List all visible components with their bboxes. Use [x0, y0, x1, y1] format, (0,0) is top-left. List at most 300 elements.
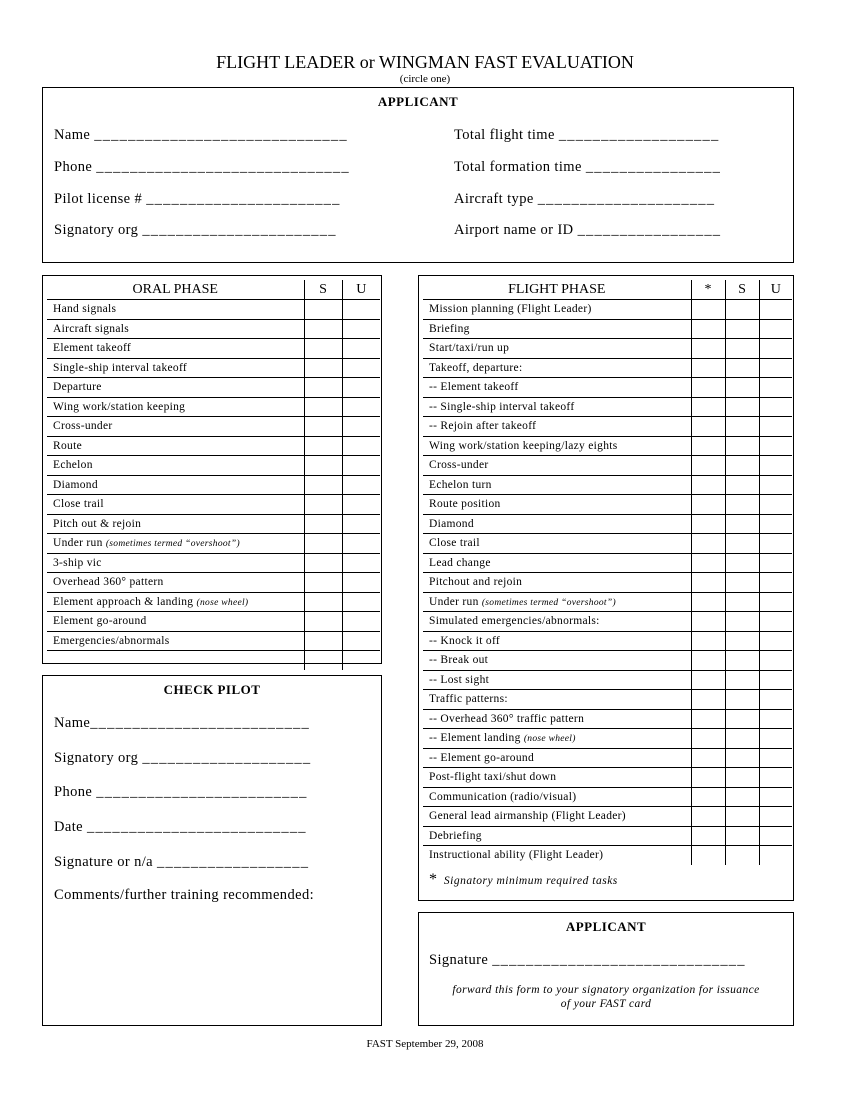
oral-check-cell[interactable] — [304, 436, 342, 456]
flight-task-label — [423, 651, 691, 671]
flight-task-label — [423, 534, 691, 554]
forwarding-note-line-1: forward this form to your signatory organization for issuance — [452, 984, 760, 996]
unsatisfactory-header: U — [759, 280, 792, 300]
task-note: (nose wheel) — [523, 734, 576, 745]
flight-task-label — [423, 300, 691, 320]
applicant-total-formation-time-field[interactable] — [454, 159, 721, 176]
task-text: Element go-around — [53, 615, 147, 628]
oral-task-label — [47, 397, 304, 417]
field-label: Airport name or ID — [454, 222, 574, 238]
field-label: Pilot license # — [54, 191, 143, 207]
flight-row — [423, 787, 792, 807]
flight-check-cell[interactable] — [759, 475, 792, 495]
oral-check-cell[interactable] — [342, 534, 380, 554]
flight-check-cell[interactable] — [759, 651, 792, 671]
oral-phase-section — [42, 275, 382, 664]
flight-check-cell[interactable] — [759, 417, 792, 437]
oral-task-label — [47, 534, 304, 554]
flight-task-label — [423, 670, 691, 690]
task-text: -- Single-ship interval takeoff — [429, 400, 575, 413]
oral-check-cell[interactable] — [304, 319, 342, 339]
oral-task-label — [47, 495, 304, 515]
oral-check-cell[interactable] — [304, 514, 342, 534]
flight-check-cell[interactable] — [725, 709, 759, 729]
flight-check-cell[interactable] — [759, 358, 792, 378]
flight-row — [423, 475, 792, 495]
flight-check-cell[interactable] — [725, 690, 759, 710]
flight-row — [423, 573, 792, 593]
flight-check-cell[interactable] — [691, 612, 725, 632]
oral-check-cell[interactable] — [304, 534, 342, 554]
task-text: 3-ship vic — [53, 556, 102, 569]
oral-check-cell[interactable] — [342, 339, 380, 359]
flight-check-cell[interactable] — [725, 592, 759, 612]
task-text: Wing work/station keeping — [53, 400, 186, 413]
field-blank: ______________________________ — [96, 159, 350, 175]
task-text: Debriefing — [429, 829, 482, 842]
applicant-heading: APPLICANT — [377, 94, 459, 109]
oral-row — [47, 495, 380, 515]
flight-row — [423, 358, 792, 378]
task-text: Diamond — [429, 517, 474, 530]
check-pilot-phone-field[interactable] — [54, 784, 308, 801]
flight-check-cell[interactable] — [691, 826, 725, 846]
flight-check-cell[interactable] — [759, 378, 792, 398]
flight-task-label — [423, 631, 691, 651]
oral-check-cell[interactable] — [342, 300, 380, 320]
flight-task-label — [423, 553, 691, 573]
oral-task-label — [47, 573, 304, 593]
flight-row — [423, 768, 792, 788]
oral-check-cell[interactable] — [304, 417, 342, 437]
flight-check-cell[interactable] — [725, 397, 759, 417]
check-pilot-section — [42, 675, 382, 1026]
applicant-signatory-org-field[interactable] — [54, 222, 337, 239]
flight-row — [423, 417, 792, 437]
flight-task-label — [423, 514, 691, 534]
flight-check-cell[interactable] — [725, 748, 759, 768]
oral-check-cell[interactable] — [304, 456, 342, 476]
task-note: (sometimes termed “overshoot”) — [105, 539, 240, 550]
field-blank: _______________________ — [146, 191, 341, 207]
flight-check-cell[interactable] — [691, 358, 725, 378]
oral-check-cell[interactable] — [342, 397, 380, 417]
field-blank: _____________________ — [537, 191, 716, 207]
task-text: Close trail — [53, 498, 104, 511]
flight-check-cell[interactable] — [759, 456, 792, 476]
flight-row — [423, 397, 792, 417]
flight-check-cell[interactable] — [725, 651, 759, 671]
flight-phase-header: FLIGHT PHASE — [423, 280, 691, 300]
field-blank: _________________________ — [96, 784, 308, 800]
task-text: -- Lost sight — [429, 673, 490, 686]
flight-task-label — [423, 807, 691, 827]
oral-task-label — [47, 651, 304, 670]
flight-check-cell[interactable] — [725, 378, 759, 398]
oral-row — [47, 651, 380, 670]
oral-check-cell[interactable] — [304, 573, 342, 593]
flight-check-cell[interactable] — [759, 709, 792, 729]
field-label: Signatory org — [54, 750, 139, 766]
field-blank: __________________ — [157, 854, 310, 870]
applicant-signature-heading: APPLICANT — [565, 919, 647, 934]
oral-check-cell[interactable] — [342, 495, 380, 515]
oral-check-cell[interactable] — [342, 417, 380, 437]
flight-task-label — [423, 358, 691, 378]
flight-task-label — [423, 748, 691, 768]
asterisk-mark: * — [429, 871, 437, 888]
oral-check-cell[interactable] — [342, 436, 380, 456]
flight-check-cell[interactable] — [725, 612, 759, 632]
flight-phase-table — [423, 280, 792, 865]
applicant-name-field[interactable] — [54, 127, 348, 144]
flight-check-cell[interactable] — [725, 495, 759, 515]
flight-task-label — [423, 475, 691, 495]
flight-row — [423, 436, 792, 456]
flight-check-cell[interactable] — [759, 768, 792, 788]
task-text: Under run — [429, 595, 479, 608]
flight-check-cell[interactable] — [691, 748, 725, 768]
flight-row — [423, 846, 792, 865]
flight-row — [423, 319, 792, 339]
flight-check-cell[interactable] — [725, 787, 759, 807]
task-text: Wing work/station keeping/lazy eights — [429, 439, 618, 452]
oral-task-label — [47, 358, 304, 378]
applicant-total-flight-time-field[interactable] — [454, 127, 719, 144]
oral-row — [47, 417, 380, 437]
oral-phase-table — [47, 280, 380, 670]
flight-check-cell[interactable] — [759, 495, 792, 515]
flight-task-label — [423, 319, 691, 339]
field-blank: _______________________ — [142, 222, 337, 238]
flight-check-cell[interactable] — [725, 456, 759, 476]
oral-row — [47, 358, 380, 378]
task-note: (sometimes termed “overshoot”) — [481, 597, 616, 608]
task-text: General lead airmanship (Flight Leader) — [429, 810, 626, 823]
applicant-aircraft-type-field[interactable] — [454, 191, 715, 208]
check-pilot-signatory-org-field[interactable] — [54, 750, 311, 767]
oral-task-label — [47, 300, 304, 320]
oral-check-cell[interactable] — [342, 358, 380, 378]
flight-check-cell[interactable] — [725, 670, 759, 690]
flight-task-label — [423, 592, 691, 612]
flight-row — [423, 729, 792, 749]
flight-check-cell[interactable] — [759, 339, 792, 359]
required-header: * — [691, 280, 725, 300]
task-text: Communication (radio/visual) — [429, 790, 577, 803]
flight-task-label — [423, 690, 691, 710]
oral-check-cell[interactable] — [342, 631, 380, 651]
task-text: Departure — [53, 381, 102, 394]
oral-task-label — [47, 339, 304, 359]
field-label: Signatory org — [54, 222, 139, 238]
footnote-text: Signatory minimum required tasks — [443, 875, 618, 887]
flight-check-cell[interactable] — [691, 417, 725, 437]
check-pilot-date-field[interactable] — [54, 819, 307, 836]
flight-check-cell[interactable] — [691, 573, 725, 593]
flight-row — [423, 495, 792, 515]
oral-check-cell[interactable] — [304, 358, 342, 378]
check-pilot-signature-field[interactable] — [54, 854, 309, 871]
comments-area[interactable] — [51, 908, 371, 1018]
oral-row — [47, 534, 380, 554]
flight-check-cell[interactable] — [691, 514, 725, 534]
flight-check-cell[interactable] — [691, 846, 725, 865]
field-label: Signature or n/a — [54, 854, 154, 870]
task-text: Cross-under — [429, 459, 489, 472]
oral-task-label — [47, 631, 304, 651]
oral-check-cell[interactable] — [304, 339, 342, 359]
flight-check-cell[interactable] — [759, 573, 792, 593]
flight-check-cell[interactable] — [759, 553, 792, 573]
field-label: Total formation time — [454, 159, 582, 175]
flight-check-cell[interactable] — [725, 339, 759, 359]
flight-row — [423, 534, 792, 554]
oral-check-cell[interactable] — [304, 397, 342, 417]
flight-check-cell[interactable] — [725, 514, 759, 534]
oral-check-cell[interactable] — [304, 475, 342, 495]
check-pilot-name-field[interactable] — [54, 715, 310, 732]
flight-check-cell[interactable] — [691, 339, 725, 359]
flight-check-cell[interactable] — [759, 397, 792, 417]
task-text: Pitch out & rejoin — [53, 517, 142, 530]
flight-check-cell[interactable] — [725, 300, 759, 320]
flight-check-cell[interactable] — [759, 670, 792, 690]
oral-check-cell[interactable] — [342, 651, 380, 670]
applicant-signature-field[interactable] — [429, 952, 746, 969]
oral-task-label — [47, 417, 304, 437]
oral-check-cell[interactable] — [304, 612, 342, 632]
task-text: -- Break out — [429, 654, 489, 667]
applicant-phone-field[interactable] — [54, 159, 350, 176]
field-blank: __________________________ — [87, 819, 307, 835]
task-text: Lead change — [429, 556, 491, 569]
flight-check-cell[interactable] — [691, 768, 725, 788]
flight-check-cell[interactable] — [759, 592, 792, 612]
oral-check-cell[interactable] — [342, 514, 380, 534]
oral-row — [47, 592, 380, 612]
unsatisfactory-header: U — [342, 280, 380, 300]
flight-check-cell[interactable] — [725, 436, 759, 456]
applicant-pilot-license-field[interactable] — [54, 191, 341, 208]
flight-check-cell[interactable] — [691, 495, 725, 515]
flight-check-cell[interactable] — [691, 592, 725, 612]
task-text: -- Element takeoff — [429, 381, 519, 394]
flight-check-cell[interactable] — [725, 826, 759, 846]
form-title: FLIGHT LEADER or WINGMAN FAST EVALUATION — [216, 52, 634, 72]
flight-check-cell[interactable] — [691, 319, 725, 339]
flight-check-cell[interactable] — [759, 807, 792, 827]
oral-task-label — [47, 475, 304, 495]
flight-check-cell[interactable] — [691, 690, 725, 710]
flight-phase-section — [418, 275, 794, 901]
flight-check-cell[interactable] — [759, 436, 792, 456]
task-text: Echelon — [53, 459, 93, 472]
flight-check-cell[interactable] — [759, 846, 792, 865]
field-blank: ______________________________ — [492, 952, 746, 968]
oral-check-cell[interactable] — [342, 456, 380, 476]
oral-task-label — [47, 378, 304, 398]
flight-check-cell[interactable] — [691, 397, 725, 417]
field-blank: ____________________ — [142, 750, 312, 766]
oral-check-cell[interactable] — [304, 651, 342, 670]
flight-check-cell[interactable] — [725, 768, 759, 788]
oral-row — [47, 553, 380, 573]
oral-task-label — [47, 456, 304, 476]
task-text: -- Knock it off — [429, 634, 501, 647]
oral-row — [47, 339, 380, 359]
flight-check-cell[interactable] — [759, 826, 792, 846]
flight-check-cell[interactable] — [725, 573, 759, 593]
field-blank: ______________________________ — [94, 127, 348, 143]
flight-check-cell[interactable] — [759, 787, 792, 807]
flight-check-cell[interactable] — [691, 807, 725, 827]
flight-row — [423, 826, 792, 846]
oral-check-cell[interactable] — [304, 300, 342, 320]
flight-row — [423, 807, 792, 827]
flight-check-cell[interactable] — [691, 729, 725, 749]
flight-check-cell[interactable] — [759, 690, 792, 710]
field-label: Name — [54, 715, 91, 731]
form-subtitle: (circle one) — [399, 73, 451, 85]
applicant-airport-field[interactable] — [454, 222, 721, 239]
field-label: Phone — [54, 784, 93, 800]
oral-check-cell[interactable] — [304, 592, 342, 612]
form-footer: FAST September 29, 2008 — [366, 1038, 484, 1050]
task-text: Under run — [53, 537, 103, 550]
oral-phase-header: ORAL PHASE — [47, 280, 304, 300]
flight-check-cell[interactable] — [725, 358, 759, 378]
field-label: Name — [54, 127, 91, 143]
flight-check-cell[interactable] — [759, 748, 792, 768]
field-blank: _________________ — [577, 222, 722, 238]
task-text: Close trail — [429, 537, 480, 550]
oral-check-cell[interactable] — [304, 553, 342, 573]
flight-check-cell[interactable] — [759, 319, 792, 339]
field-label: Date — [54, 819, 83, 835]
flight-check-cell[interactable] — [691, 300, 725, 320]
flight-task-label — [423, 612, 691, 632]
flight-check-cell[interactable] — [725, 631, 759, 651]
oral-row — [47, 378, 380, 398]
task-text: -- Overhead 360° traffic pattern — [429, 712, 585, 725]
field-label: Phone — [54, 159, 93, 175]
applicant-signature-section — [418, 912, 794, 1026]
flight-check-cell[interactable] — [691, 787, 725, 807]
flight-check-cell[interactable] — [759, 631, 792, 651]
flight-check-cell[interactable] — [759, 300, 792, 320]
flight-check-cell[interactable] — [759, 514, 792, 534]
satisfactory-header: S — [304, 280, 342, 300]
flight-task-label — [423, 729, 691, 749]
flight-check-cell[interactable] — [691, 436, 725, 456]
flight-task-label — [423, 339, 691, 359]
task-text: Diamond — [53, 478, 98, 491]
flight-task-label — [423, 768, 691, 788]
oral-check-cell[interactable] — [342, 592, 380, 612]
flight-check-cell[interactable] — [725, 729, 759, 749]
oral-check-cell[interactable] — [342, 378, 380, 398]
flight-check-cell[interactable] — [691, 378, 725, 398]
flight-check-cell[interactable] — [725, 475, 759, 495]
field-blank: __________________________ — [90, 715, 310, 731]
oral-task-label — [47, 436, 304, 456]
oral-check-cell[interactable] — [342, 573, 380, 593]
task-text: Echelon turn — [429, 478, 492, 491]
oral-check-cell[interactable] — [342, 612, 380, 632]
flight-task-label — [423, 417, 691, 437]
flight-check-cell[interactable] — [725, 553, 759, 573]
flight-row — [423, 748, 792, 768]
flight-check-cell[interactable] — [759, 729, 792, 749]
applicant-section — [42, 87, 794, 263]
oral-check-cell[interactable] — [342, 475, 380, 495]
flight-check-cell[interactable] — [725, 319, 759, 339]
field-blank: ________________ — [585, 159, 722, 175]
oral-task-label — [47, 514, 304, 534]
oral-row — [47, 612, 380, 632]
check-pilot-comments-label: Comments/further training recommended: — [54, 887, 315, 903]
oral-check-cell[interactable] — [304, 378, 342, 398]
flight-phase-footnote — [429, 871, 618, 889]
oral-task-label — [47, 612, 304, 632]
flight-check-cell[interactable] — [691, 456, 725, 476]
flight-row — [423, 339, 792, 359]
satisfactory-header: S — [725, 280, 759, 300]
check-pilot-heading: CHECK PILOT — [163, 682, 261, 697]
flight-row — [423, 631, 792, 651]
flight-row — [423, 651, 792, 671]
flight-task-label — [423, 436, 691, 456]
oral-check-cell[interactable] — [304, 631, 342, 651]
flight-check-cell[interactable] — [691, 534, 725, 554]
task-text: Instructional ability (Flight Leader) — [429, 849, 604, 862]
task-text: Traffic patterns: — [429, 693, 508, 706]
task-text: Element takeoff — [53, 342, 132, 355]
task-text: Briefing — [429, 322, 470, 335]
oral-check-cell[interactable] — [342, 553, 380, 573]
flight-check-cell[interactable] — [691, 651, 725, 671]
flight-check-cell[interactable] — [759, 612, 792, 632]
oral-check-cell[interactable] — [304, 495, 342, 515]
flight-row — [423, 670, 792, 690]
flight-check-cell[interactable] — [725, 807, 759, 827]
task-text: Cross-under — [53, 420, 113, 433]
flight-row — [423, 456, 792, 476]
oral-row — [47, 514, 380, 534]
task-text: Start/taxi/run up — [429, 342, 510, 355]
flight-task-label — [423, 378, 691, 398]
flight-check-cell[interactable] — [759, 534, 792, 554]
flight-row — [423, 378, 792, 398]
flight-check-cell[interactable] — [725, 534, 759, 554]
flight-check-cell[interactable] — [691, 670, 725, 690]
flight-check-cell[interactable] — [725, 417, 759, 437]
oral-check-cell[interactable] — [342, 319, 380, 339]
flight-check-cell[interactable] — [725, 846, 759, 865]
oral-task-label — [47, 553, 304, 573]
flight-task-label — [423, 826, 691, 846]
flight-check-cell[interactable] — [691, 475, 725, 495]
flight-task-label — [423, 787, 691, 807]
flight-check-cell[interactable] — [691, 709, 725, 729]
flight-task-label — [423, 495, 691, 515]
flight-check-cell[interactable] — [691, 631, 725, 651]
task-text: -- Element go-around — [429, 751, 534, 764]
flight-check-cell[interactable] — [691, 553, 725, 573]
oral-row — [47, 631, 380, 651]
task-text: Single-ship interval takeoff — [53, 361, 188, 374]
